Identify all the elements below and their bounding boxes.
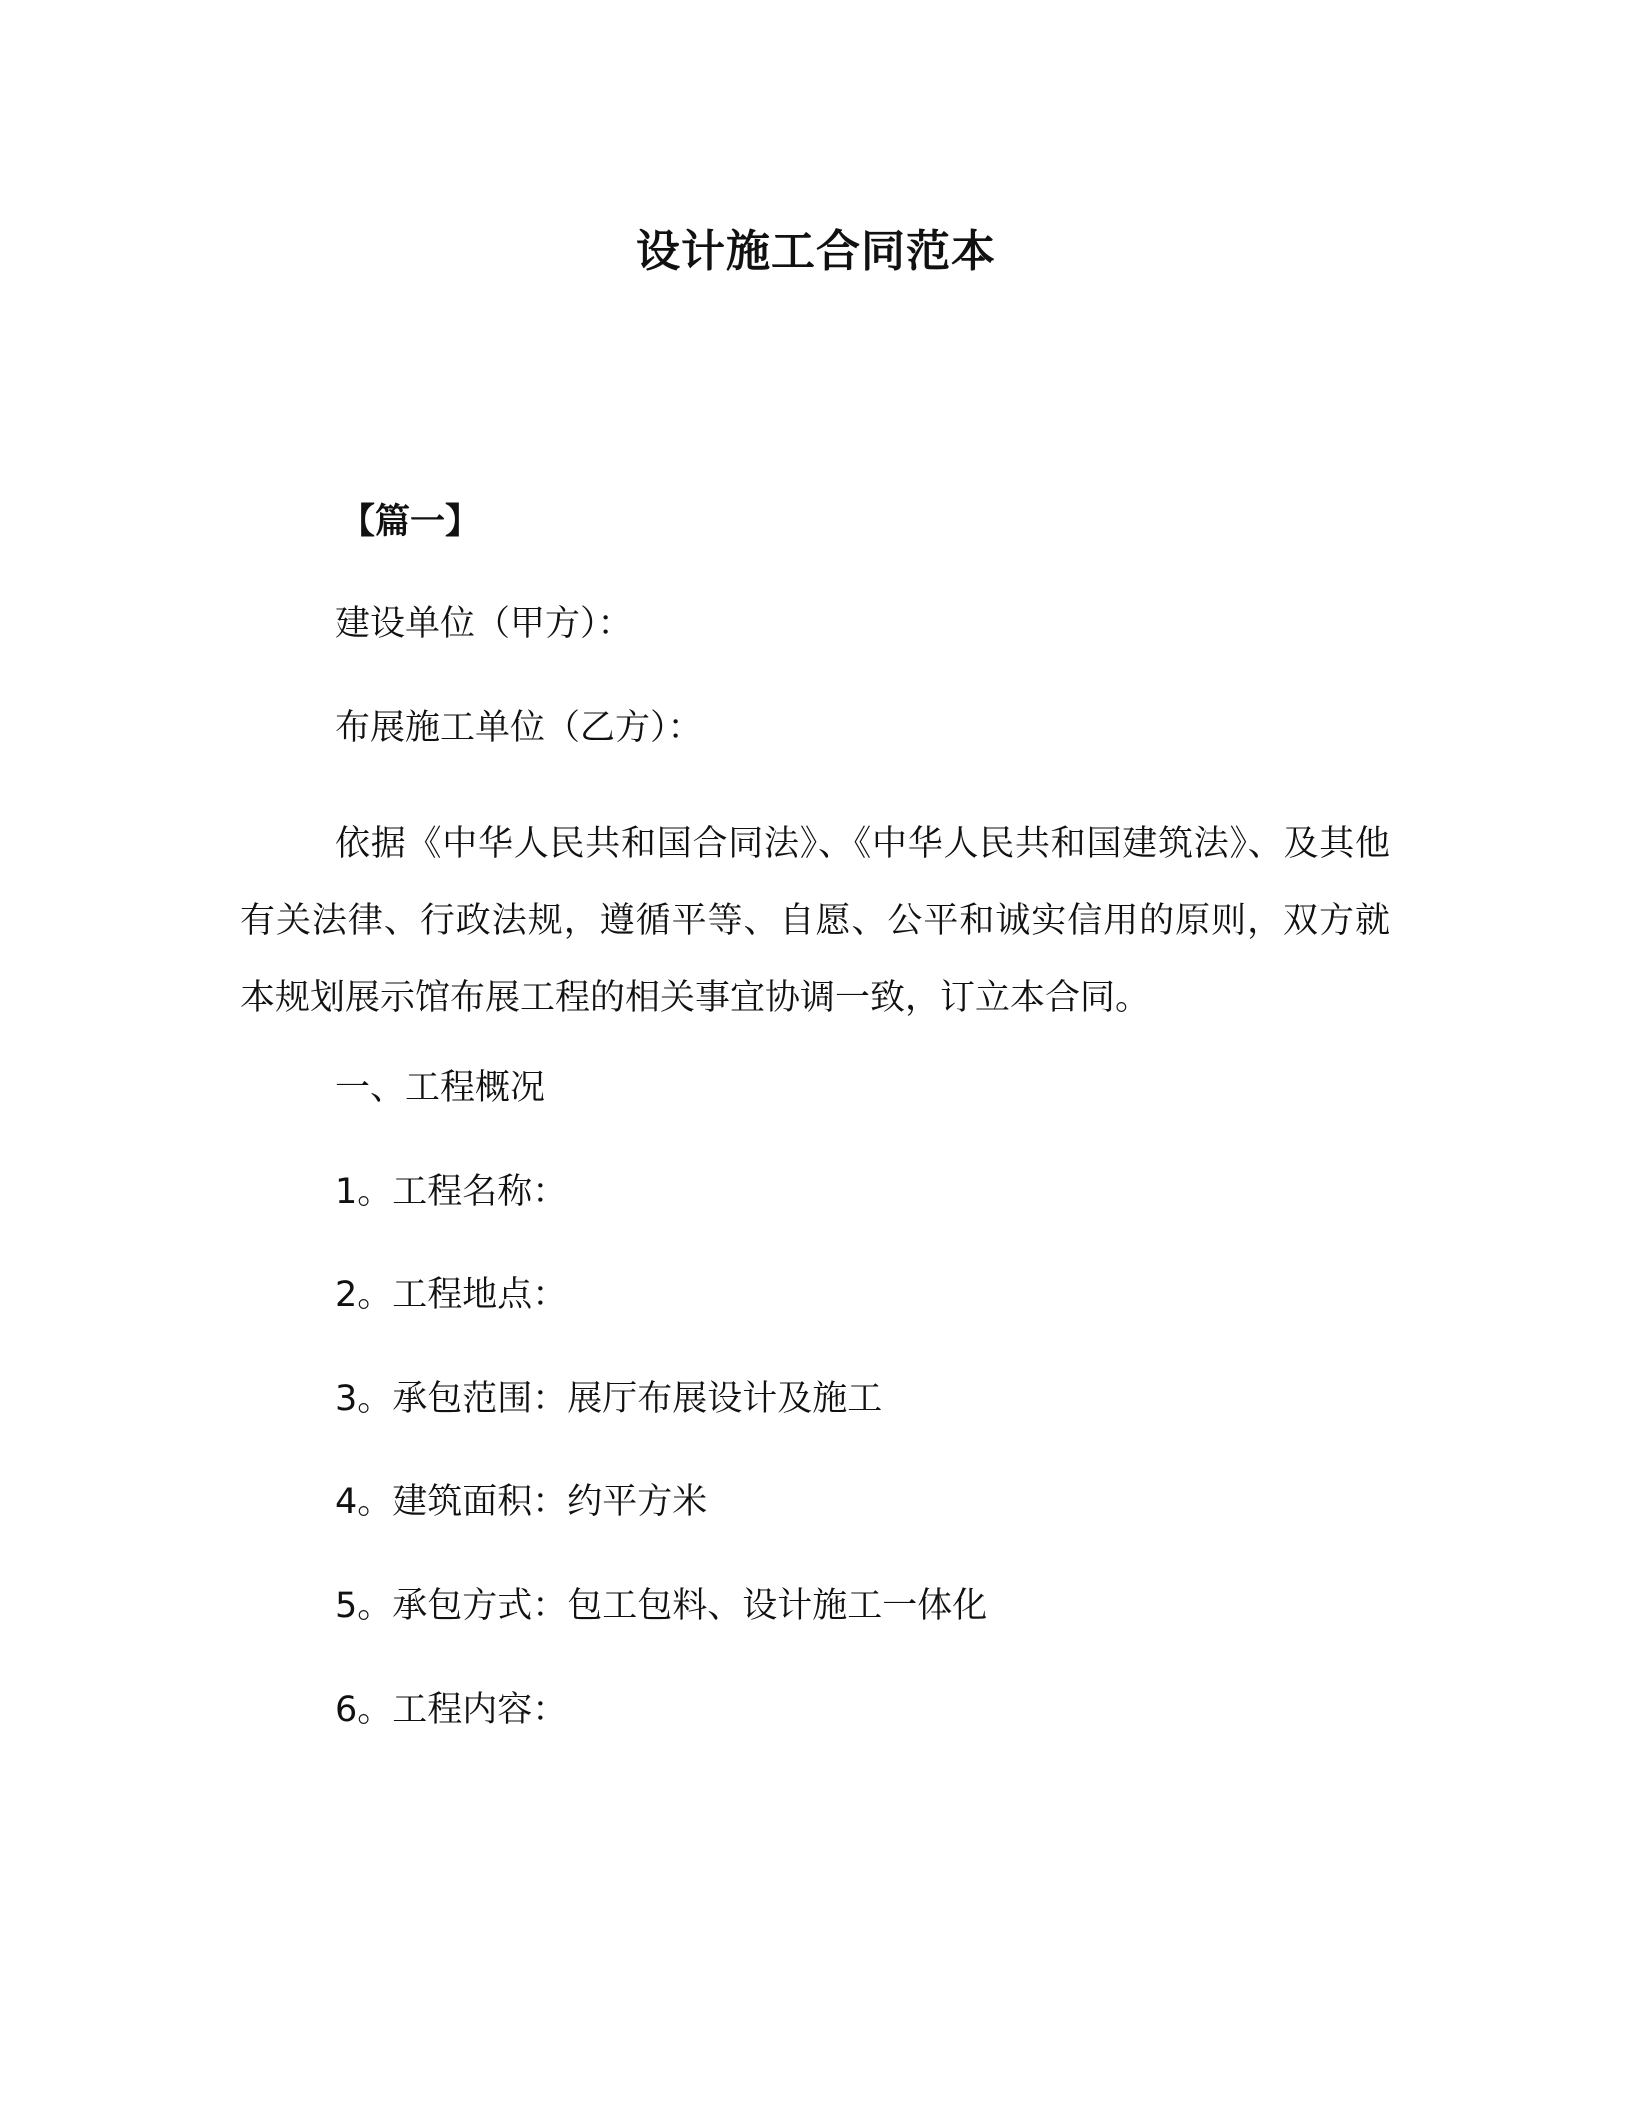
section-label: 【篇一】 — [340, 502, 481, 542]
list-item: 2。工程地点： — [335, 1275, 568, 1315]
party-a-label: 建设单位（甲方）： — [335, 604, 633, 644]
document-title: 设计施工合同范本 — [636, 226, 996, 277]
intro-paragraph: 依据《中华人民共和国合同法》、《中华人民共和国建筑法》、及其他有关法律、行政法规，遵循平等、自愿、公平和诚实信用的原则，双方就本规划展示馆布展工程的相关事宜协调一致，订立本合同。 — [240, 824, 1390, 1018]
section-heading-overview: 一、工程概况 — [335, 1068, 546, 1108]
list-item: 4。建筑面积：约平方米 — [335, 1482, 708, 1522]
list-item: 1。工程名称： — [335, 1172, 568, 1212]
list-item: 5。承包方式：包工包料、设计施工一体化 — [335, 1586, 988, 1626]
list-item: 6。工程内容： — [335, 1690, 568, 1730]
party-b-label: 布展施工单位（乙方）： — [335, 708, 703, 748]
list-item: 3。承包范围：展厅布展设计及施工 — [335, 1379, 883, 1419]
